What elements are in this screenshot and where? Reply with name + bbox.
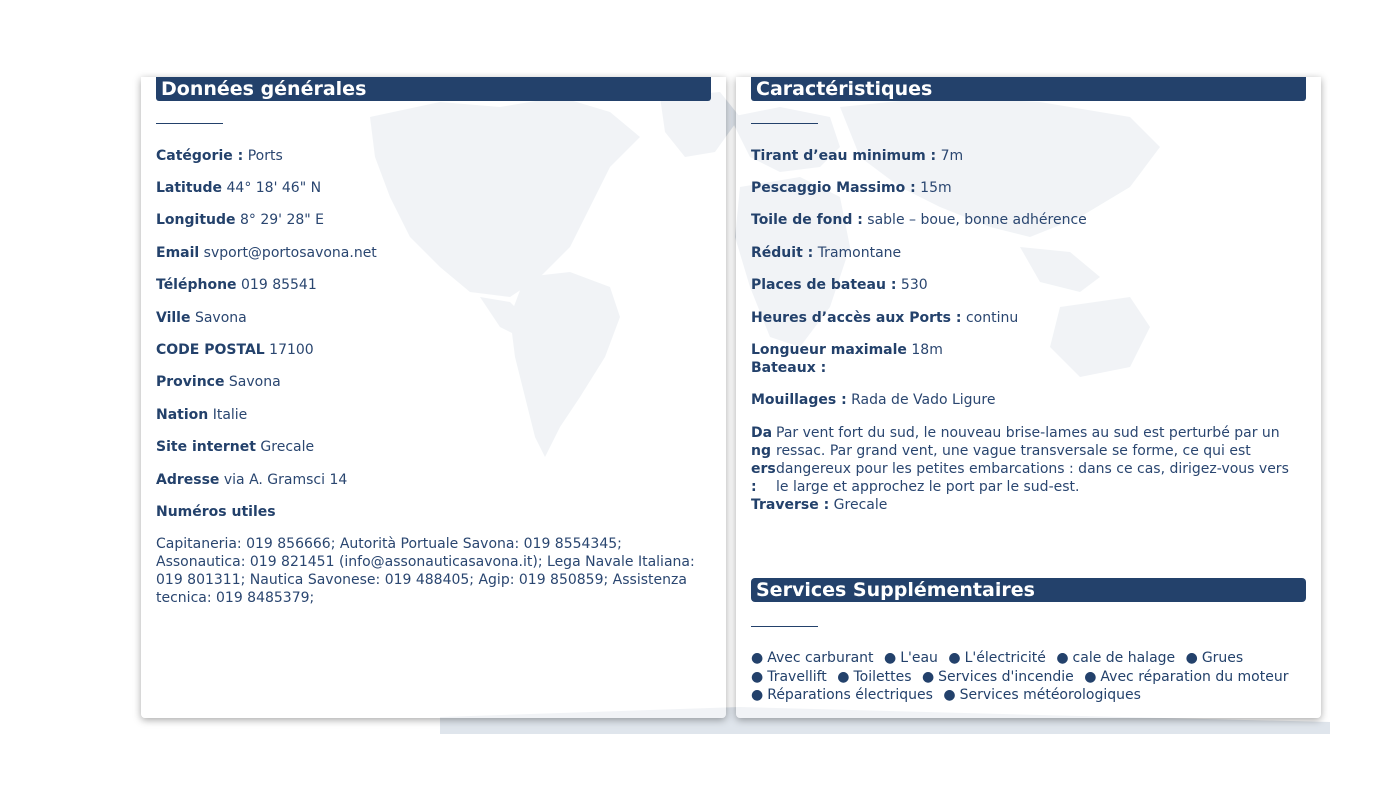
row-crossing [751,496,887,514]
service-engine-repair: Avec réparation du moteur [1100,668,1289,685]
service-cranes: Grues [1201,650,1244,666]
row-shelter-label: Réduit : [751,245,814,261]
row-province-value: Savona [228,374,281,390]
service-item [837,669,911,685]
row-category-label: Catégorie : [156,148,244,164]
row-access-hours-label: Heures d’accès aux Ports : [751,310,962,326]
row-latitude-value: 44° 18' 46" N [226,180,322,196]
row-max-draft-value: 15m [920,180,952,196]
row-email-value[interactable]: svport@portosavona.net [203,245,377,261]
row-longitude-value: 8° 29' 28" E [239,212,324,228]
row-seabed [751,211,1087,229]
row-email-label: Email [156,245,200,261]
service-item [1056,650,1175,666]
row-moorings [751,391,996,409]
bullet-icon: ● [1056,650,1069,666]
services-title: Services Supplémentaires [751,578,1306,602]
row-city-value: Savona [194,310,247,326]
services-rule [751,626,818,627]
row-postal-code-label: CODE POSTAL [156,342,265,358]
row-max-draft-label: Pescaggio Massimo : [751,180,916,196]
row-latitude [156,179,321,197]
row-max-length [751,341,943,359]
row-shelter [751,244,901,262]
row-website [156,438,314,456]
row-min-draft [751,147,963,165]
service-item [751,669,827,685]
row-category [156,147,283,165]
row-postal-code-value: 17100 [269,342,314,358]
row-address-value: via A. Gramsci 14 [223,472,348,488]
bullet-icon: ● [883,650,897,666]
service-item [948,650,1046,666]
general-data-card [141,77,726,718]
row-longitude [156,211,324,229]
row-boats [751,359,826,377]
bullet-icon: ● [1185,650,1198,666]
service-item [943,687,1141,703]
service-fuel: Avec carburant [767,650,874,666]
service-fire: Services d'incendie [938,668,1074,685]
row-moorings-label: Mouillages : [751,392,847,408]
service-item [751,650,874,666]
row-latitude-label: Latitude [156,180,223,196]
bullet-icon: ● [1084,668,1097,685]
row-phone-label: Téléphone [156,277,237,293]
row-category-value: Ports [247,148,283,164]
bullet-icon: ● [751,650,764,666]
row-province [156,373,281,391]
row-max-draft [751,179,952,197]
services-list [751,649,1311,705]
row-min-draft-value: 7m [940,148,964,164]
characteristics-title: Caractéristiques [751,77,1306,101]
general-data-title: Données générales [156,77,711,101]
row-access-hours-value: continu [965,310,1019,326]
service-toilets: Toilettes [853,668,912,685]
service-electrical-repair: Réparations électriques [767,687,933,703]
characteristics-rule [751,123,818,124]
service-travellift: Travellift [767,668,827,685]
row-seabed-value: sable – boue, bonne adhérence [867,212,1087,228]
bullet-icon: ● [751,668,764,685]
row-phone [156,276,317,294]
row-berths-value: 530 [900,277,928,293]
row-website-value[interactable]: Grecale [260,439,315,455]
bullet-icon: ● [921,668,935,685]
row-website-label: Site internet [156,439,256,455]
row-max-length-value: 18m [911,342,943,358]
row-crossing-value: Grecale [833,497,888,513]
row-max-length-label: Longueur maximale [751,342,907,358]
row-berths-label: Places de bateau : [751,277,897,293]
row-nation [156,406,247,424]
row-address-label: Adresse [156,472,220,488]
service-item [922,669,1074,685]
service-electricity: L'électricité [964,650,1046,666]
service-water: L'eau [900,650,938,666]
service-item [751,687,933,703]
bullet-icon: ● [751,687,764,703]
useful-numbers-text: Capitaneria: 019 856666; Autorità Portuale Savona: 019 8554345; Assonautica: 019 821451 (info@assonauticasavona.it); Lega Navale Italiana: 019 801311; Nautica Savonese: 019 488405; Agip: 019 850859; Assistenza tecnica: 019 8485379; [156,536,695,606]
row-city-label: Ville [156,310,191,326]
row-address [156,471,347,489]
row-seabed-label: Toile de fond : [751,212,863,228]
row-boats-label: Bateaux : [751,360,827,376]
row-postal-code [156,341,314,359]
service-item [1186,650,1244,666]
row-city [156,309,247,327]
service-slipway: cale de halage [1072,650,1176,666]
useful-numbers-label: Numéros utiles [156,504,276,520]
bullet-icon: ● [943,687,956,703]
row-nation-label: Nation [156,407,209,423]
row-dangers-value: Par vent fort du sud, le nouveau brise-lames au sud est perturbé par un ressac. Par grand vent, une vague transversale se forme, ce qui est dangereux pour les petites embarcations : dans ce cas, dirigez-vous vers le large et approchez le port par le sud-est. [776,425,1289,495]
row-crossing-label: Traverse : [751,497,830,513]
row-longitude-label: Longitude [156,212,236,228]
bullet-icon: ● [948,650,961,666]
row-min-draft-label: Tirant d’eau minimum : [751,148,937,164]
row-email [156,244,377,262]
characteristics-card [736,77,1321,718]
row-access-hours [751,309,1018,327]
service-item [884,650,938,666]
service-weather: Services météorologiques [959,687,1141,703]
row-berths [751,276,928,294]
useful-numbers-heading [156,503,276,521]
row-province-label: Province [156,374,225,390]
service-item [1084,669,1288,685]
bullet-icon: ● [837,668,850,685]
row-phone-value[interactable]: 019 85541 [241,277,317,293]
row-shelter-value: Tramontane [817,245,902,261]
row-dangers-label: Dangers : [751,425,776,495]
row-nation-value: Italie [212,407,248,423]
general-data-rule [156,123,223,124]
row-moorings-value: Rada de Vado Ligure [851,392,996,408]
